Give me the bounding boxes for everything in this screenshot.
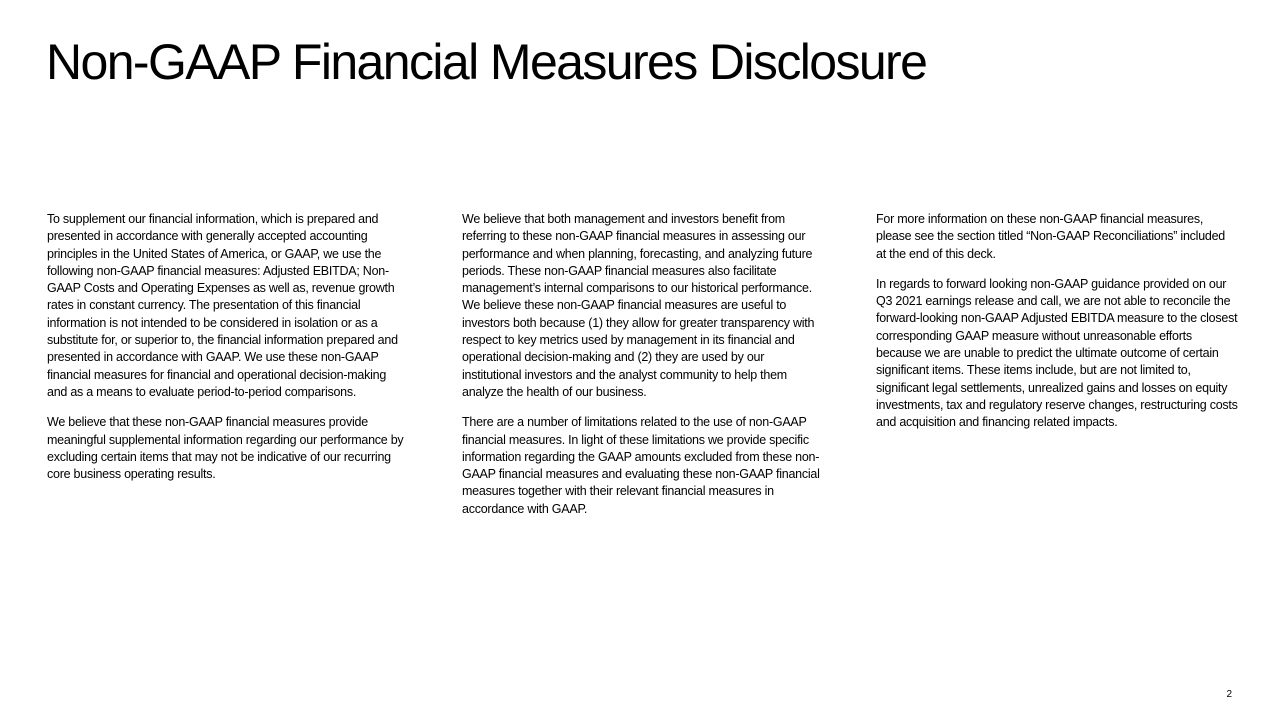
paragraph: For more information on these non-GAAP financial measures, please see the section titled “Non-GAAP Reconciliations” included at the end of this deck. <box>876 212 1225 261</box>
paragraph: We believe that both management and investors benefit from referring to these non-GAAP financial measures in assessing our performance and when planning, forecasting, and analyzing future periods. These non-GAAP financial measures also facilitate management’s internal comparisons to our historical performance. We believe these non-GAAP financial measures are useful to investors both because (1) they allow for greater transparency with respect to key metrics used by management in its financial and operational decision-making and (2) they are used by our institutional investors and the analyst community to help them analyze the health of our business. <box>462 212 815 399</box>
paragraph: There are a number of limitations related to the use of non-GAAP financial measures. In light of these limitations we provide specific information regarding the GAAP amounts excluded from these non-GAAP financial measures and evaluating these non-GAAP financial measures together with their relevant financial measures in accordance with GAAP. <box>462 415 820 516</box>
text-column-left <box>47 211 407 496</box>
text-column-right <box>876 211 1238 445</box>
page-title: Non-GAAP Financial Measures Disclosure <box>46 34 927 90</box>
paragraph: In regards to forward looking non-GAAP guidance provided on our Q3 2021 earnings release and call, we are not able to reconcile the forward-looking non-GAAP Adjusted EBITDA measure to the closest corresponding GAAP measure without unreasonable efforts because we are unable to predict the ultimate outcome of certain significant items. These items include, but are not limited to, significant legal settlements, unrealized gains and losses on equity investments, tax and regulatory reserve changes, restructuring costs and acquisition and financing related impacts. <box>876 276 1238 430</box>
paragraph: To supplement our financial information, which is prepared and presented in accordance with generally accepted accounting principles in the United States of America, or GAAP, we use the following non-GAAP financial measures: Adjusted EBITDA; Non-GAAP Costs and Operating Expenses as well as, revenue growth rates in constant currency. The presentation of this financial information is not intended to be considered in isolation or as a substitute for, or superior to, the financial information prepared and presented in accordance with GAAP. We use these non-GAAP financial measures for financial and operational decision-making and as a means to evaluate period-to-period comparisons. <box>47 212 398 399</box>
page-number: 2 <box>1226 689 1232 700</box>
paragraph: We believe that these non-GAAP financial measures provide meaningful supplemental information regarding our performance by excluding certain items that may not be indicative of our recurring core business operating results. <box>47 415 404 482</box>
text-column-middle <box>462 211 822 531</box>
